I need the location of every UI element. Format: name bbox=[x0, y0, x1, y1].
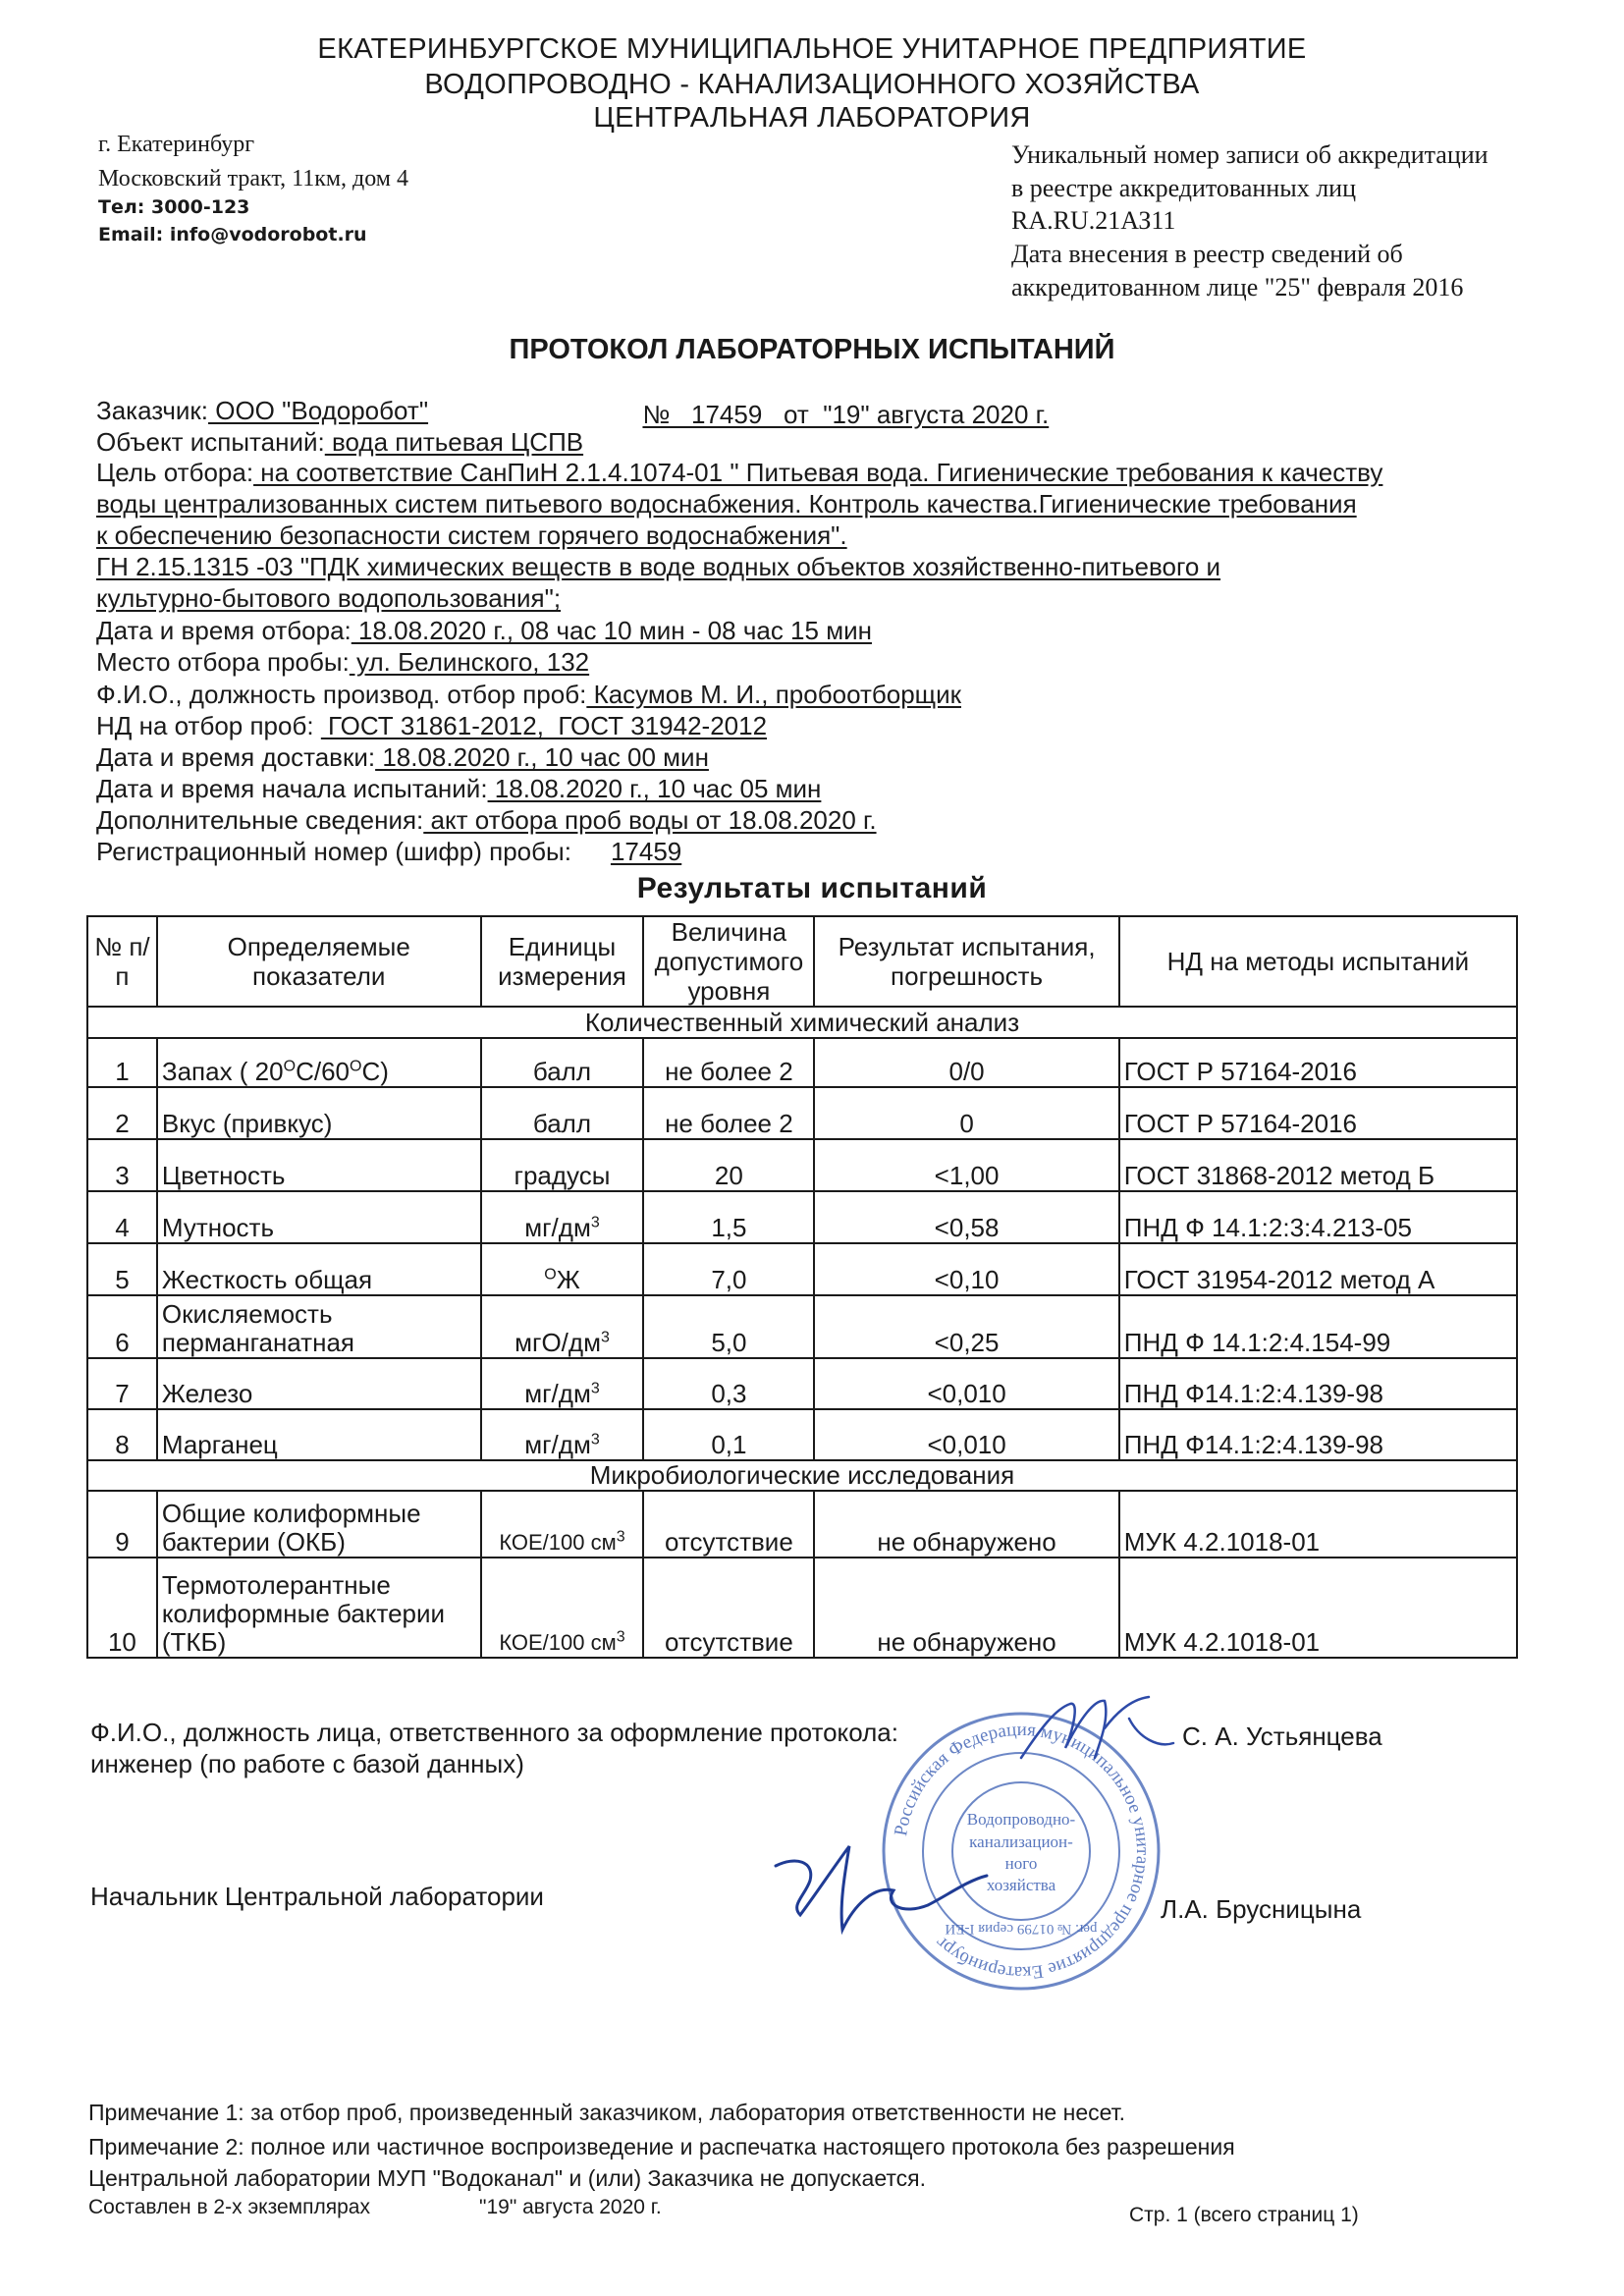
row-result: <0,010 bbox=[814, 1358, 1118, 1409]
section-row-chemical bbox=[87, 1007, 1517, 1038]
field-test-start bbox=[96, 774, 821, 804]
header-param: Определяемые показатели bbox=[157, 916, 481, 1007]
header-result: Результат испытания, погрешность bbox=[814, 916, 1118, 1007]
field-reg-number bbox=[96, 837, 681, 867]
stamp-outer-text: Российская Федерация муниципальное унитарное предприятие Екатеринбург bbox=[891, 1719, 1154, 1984]
row-num: 8 bbox=[87, 1409, 157, 1460]
customer-value: ООО "Водоробот" bbox=[208, 396, 429, 425]
row-method: ПНД Ф 14.1:2:3:4.213-05 bbox=[1119, 1191, 1517, 1243]
org-name-line2: ВОДОПРОВОДНО - КАНАЛИЗАЦИОННОГО ХОЗЯЙСТВА bbox=[424, 69, 1200, 100]
row-num: 3 bbox=[87, 1139, 157, 1191]
org-city: г. Екатеринбург bbox=[98, 132, 255, 157]
note-1: Примечание 1: за отбор проб, произведенный заказчиком, лаборатория ответственности не несет. bbox=[88, 2100, 1126, 2125]
row-method: ГОСТ Р 57164-2016 bbox=[1119, 1038, 1517, 1087]
sampler-label: Ф.И.О., должность производ. отбор проб: bbox=[96, 680, 587, 709]
stamp-center-line3: ного bbox=[1004, 1854, 1038, 1873]
field-sampler bbox=[96, 680, 961, 710]
org-name-line3: ЦЕНТРАЛЬНАЯ ЛАБОРАТОРИЯ bbox=[593, 102, 1031, 134]
header-limit: Величина допустимого уровня bbox=[643, 916, 814, 1007]
row-num: 9 bbox=[87, 1491, 157, 1558]
table-row bbox=[87, 1295, 1517, 1358]
org-phone: Тел: 3000-123 bbox=[98, 196, 250, 218]
responsible-label-line2: инженер (по работе с базой данных) bbox=[90, 1749, 524, 1778]
row-limit: отсутствие bbox=[643, 1491, 814, 1558]
copies-note: Составлен в 2-х экземплярах bbox=[88, 2196, 370, 2218]
note-2-line2: Центральной лаборатории МУП "Водоканал" и (или) Заказчика не допускается. bbox=[88, 2165, 926, 2191]
row-limit: не более 2 bbox=[643, 1087, 814, 1139]
field-sampling-datetime bbox=[96, 616, 872, 646]
row-method: ПНД Ф14.1:2:4.139-98 bbox=[1119, 1358, 1517, 1409]
row-param: Мутность bbox=[157, 1191, 481, 1243]
table-row bbox=[87, 1491, 1517, 1558]
field-object bbox=[96, 427, 583, 458]
extra-label: Дополнительные сведения: bbox=[96, 805, 424, 835]
section-row-micro bbox=[87, 1460, 1517, 1491]
row-method: ГОСТ 31868-2012 метод Б bbox=[1119, 1139, 1517, 1191]
responsible-name: С. А. Устьянцева bbox=[1182, 1722, 1382, 1751]
accreditation-line4: Дата внесения в реестр сведений об bbox=[1011, 240, 1403, 268]
nd-label: НД на отбор проб: bbox=[96, 711, 321, 740]
signature-brusnitsyna bbox=[756, 1836, 992, 1944]
accreditation-line1: Уникальный номер записи об аккредитации bbox=[1011, 140, 1489, 169]
stamp-center-line4: хозяйства bbox=[986, 1876, 1056, 1894]
head-name: Л.А. Брусницына bbox=[1161, 1894, 1362, 1924]
sampler-value: Касумов М. И., пробоотборщик bbox=[586, 680, 961, 709]
row-result: не обнаружено bbox=[814, 1491, 1118, 1558]
results-title: Результаты испытаний bbox=[636, 872, 988, 904]
sampling-datetime-label: Дата и время отбора: bbox=[96, 616, 352, 645]
row-param: Цветность bbox=[157, 1139, 481, 1191]
purpose-value-line2: воды централизованных систем питьевого водоснабжения. Контроль качества.Гигиенические требования bbox=[96, 489, 1357, 519]
purpose-value-line3: к обеспечению безопасности систем горячего водоснабжения". bbox=[96, 520, 847, 550]
row-num: 2 bbox=[87, 1087, 157, 1139]
row-unit: мгО/$дм^3$ bbox=[481, 1295, 644, 1358]
table-row bbox=[87, 1558, 1517, 1658]
row-num: 4 bbox=[87, 1191, 157, 1243]
header-unit: Единицы измерения bbox=[481, 916, 644, 1007]
row-method: МУК 4.2.1018-01 bbox=[1119, 1491, 1517, 1558]
delivery-label: Дата и время доставки: bbox=[96, 742, 376, 772]
extra-value: акт отбора проб воды от 18.08.2020 г. bbox=[423, 805, 877, 835]
section-micro-label: Микробиологические исследования bbox=[87, 1460, 1517, 1491]
row-param: Термотолерантные колиформные бактерии (ТКБ) bbox=[157, 1558, 481, 1658]
table-header-row bbox=[87, 916, 1517, 1007]
head-title: Начальник Центральной лаборатории bbox=[90, 1882, 544, 1911]
row-num: 1 bbox=[87, 1038, 157, 1087]
row-limit: отсутствие bbox=[643, 1558, 814, 1658]
purpose-value-line1: на соответствие СанПиН 2.1.4.1074-01 " Питьевая вода. Гигиенические требования к качеству bbox=[253, 458, 1383, 487]
section-chemical-label: Количественный химический анализ bbox=[87, 1007, 1517, 1038]
accreditation-line2: в реестре аккредитованных лиц bbox=[1011, 174, 1356, 202]
org-email: Email: info@vodorobot.ru bbox=[98, 224, 367, 246]
field-extra bbox=[96, 805, 877, 836]
object-label: Объект испытаний: bbox=[96, 427, 325, 457]
field-nd bbox=[96, 711, 767, 741]
row-result: <0,25 bbox=[814, 1295, 1118, 1358]
purpose-value-line4: ГН 2.15.1315 -03 "ПДК химических веществ в воде водных объектов хозяйственно-питьевого и bbox=[96, 552, 1221, 581]
protocol-title: ПРОТОКОЛ ЛАБОРАТОРНЫХ ИСПЫТАНИЙ bbox=[509, 334, 1115, 365]
table-row bbox=[87, 1087, 1517, 1139]
org-name-line1: ЕКАТЕРИНБУРГСКОЕ МУНИЦИПАЛЬНОЕ УНИТАРНОЕ ПРЕДПРИЯТИЕ bbox=[317, 33, 1307, 65]
row-unit: градусы bbox=[481, 1139, 644, 1191]
row-result: <1,00 bbox=[814, 1139, 1118, 1191]
protocol-number: № 17459 от "19" августа 2020 г. bbox=[642, 400, 1050, 429]
row-method: ГОСТ Р 57164-2016 bbox=[1119, 1087, 1517, 1139]
place-value: ул. Белинского, 132 bbox=[349, 647, 590, 677]
row-num: 10 bbox=[87, 1558, 157, 1658]
reg-number-value: 17459 bbox=[610, 837, 682, 866]
row-unit: КОЕ/100 $см^3$ bbox=[481, 1558, 644, 1658]
sampling-datetime-value: 18.08.2020 г., 08 час 10 мин - 08 час 15 мин bbox=[351, 616, 872, 645]
row-unit: балл bbox=[481, 1038, 644, 1087]
row-result: 0 bbox=[814, 1087, 1118, 1139]
issue-date: "19" августа 2020 г. bbox=[479, 2196, 662, 2218]
row-limit: 1,5 bbox=[643, 1191, 814, 1243]
row-result: <0,10 bbox=[814, 1243, 1118, 1295]
row-num: 5 bbox=[87, 1243, 157, 1295]
row-param: Общие колиформные бактерии (ОКБ) bbox=[157, 1491, 481, 1558]
row-limit: 7,0 bbox=[643, 1243, 814, 1295]
field-place bbox=[96, 647, 589, 678]
row-num: 6 bbox=[87, 1295, 157, 1358]
customer-label: Заказчик: bbox=[96, 396, 209, 425]
row-param: Вкус (привкус) bbox=[157, 1087, 481, 1139]
row-unit: балл bbox=[481, 1087, 644, 1139]
table-row bbox=[87, 1409, 1517, 1460]
results-table bbox=[86, 915, 1518, 1659]
stamp-center-line2: канализацион- bbox=[969, 1832, 1073, 1851]
responsible-label-line1: Ф.И.О., должность лица, ответственного за оформление протокола: bbox=[90, 1718, 898, 1747]
stamp-bottom-text: рег. № 01799 серия I-ЕИ bbox=[945, 1921, 1098, 1937]
accreditation-number: RA.RU.21АЗ11 bbox=[1011, 206, 1176, 235]
org-address: Московский тракт, 11км, дом 4 bbox=[98, 166, 408, 191]
purpose-label: Цель отбора: bbox=[96, 458, 254, 487]
row-unit: $мг/дм^3$ bbox=[481, 1191, 644, 1243]
note-2-line1: Примечание 2: полное или частичное воспроизведение и распечатка настоящего протокола без разрешения bbox=[88, 2134, 1235, 2159]
row-limit: 0,1 bbox=[643, 1409, 814, 1460]
test-start-value: 18.08.2020 г., 10 час 05 мин bbox=[487, 774, 822, 803]
row-limit: 0,3 bbox=[643, 1358, 814, 1409]
row-method: ПНД Ф14.1:2:4.139-98 bbox=[1119, 1409, 1517, 1460]
table-row bbox=[87, 1191, 1517, 1243]
purpose-value-line5: культурно-бытового водопользования"; bbox=[96, 583, 562, 613]
place-label: Место отбора пробы: bbox=[96, 647, 350, 677]
row-method: ГОСТ 31954-2012 метод А bbox=[1119, 1243, 1517, 1295]
stamp-center-line1: Водопроводно- bbox=[966, 1810, 1076, 1829]
table-row bbox=[87, 1243, 1517, 1295]
header-num: № п/п bbox=[87, 916, 157, 1007]
row-param: Жесткость общая bbox=[157, 1243, 481, 1295]
page-number: Стр. 1 (всего страниц 1) bbox=[1129, 2204, 1359, 2226]
signature-ustyantseva bbox=[1011, 1689, 1178, 1777]
row-result: <0,010 bbox=[814, 1409, 1118, 1460]
field-purpose bbox=[96, 458, 1382, 488]
row-param: Запах ( $20^OС/60^OС$) bbox=[157, 1038, 481, 1087]
test-start-label: Дата и время начала испытаний: bbox=[96, 774, 488, 803]
row-method: ПНД Ф 14.1:2:4.154-99 bbox=[1119, 1295, 1517, 1358]
row-unit: $мг/дм^3$ bbox=[481, 1409, 644, 1460]
accreditation-date: аккредитованном лице "25" февраля 2016 bbox=[1011, 273, 1464, 301]
table-row bbox=[87, 1139, 1517, 1191]
row-param: Марганец bbox=[157, 1409, 481, 1460]
table-row bbox=[87, 1358, 1517, 1409]
row-param: Железо bbox=[157, 1358, 481, 1409]
row-limit: 20 bbox=[643, 1139, 814, 1191]
row-limit: не более 2 bbox=[643, 1038, 814, 1087]
row-num: 7 bbox=[87, 1358, 157, 1409]
table-row bbox=[87, 1038, 1517, 1087]
field-delivery bbox=[96, 742, 709, 773]
row-unit: $^O$Ж bbox=[481, 1243, 644, 1295]
row-unit: $мг/дм^3$ bbox=[481, 1358, 644, 1409]
object-value: вода питьевая ЦСПВ bbox=[324, 427, 584, 457]
row-result: <0,58 bbox=[814, 1191, 1118, 1243]
row-param: Окисляемость перманганатная bbox=[157, 1295, 481, 1358]
row-limit: 5,0 bbox=[643, 1295, 814, 1358]
header-method: НД на методы испытаний bbox=[1119, 916, 1517, 1007]
field-customer bbox=[96, 396, 428, 426]
row-result: не обнаружено bbox=[814, 1558, 1118, 1658]
row-result: 0/0 bbox=[814, 1038, 1118, 1087]
row-method: МУК 4.2.1018-01 bbox=[1119, 1558, 1517, 1658]
nd-value: ГОСТ 31861-2012, ГОСТ 31942-2012 bbox=[320, 711, 768, 740]
delivery-value: 18.08.2020 г., 10 час 00 мин bbox=[375, 742, 709, 772]
row-unit: КОЕ/100 $см^3$ bbox=[481, 1491, 644, 1558]
reg-number-label: Регистрационный номер (шифр) пробы: bbox=[96, 837, 571, 866]
